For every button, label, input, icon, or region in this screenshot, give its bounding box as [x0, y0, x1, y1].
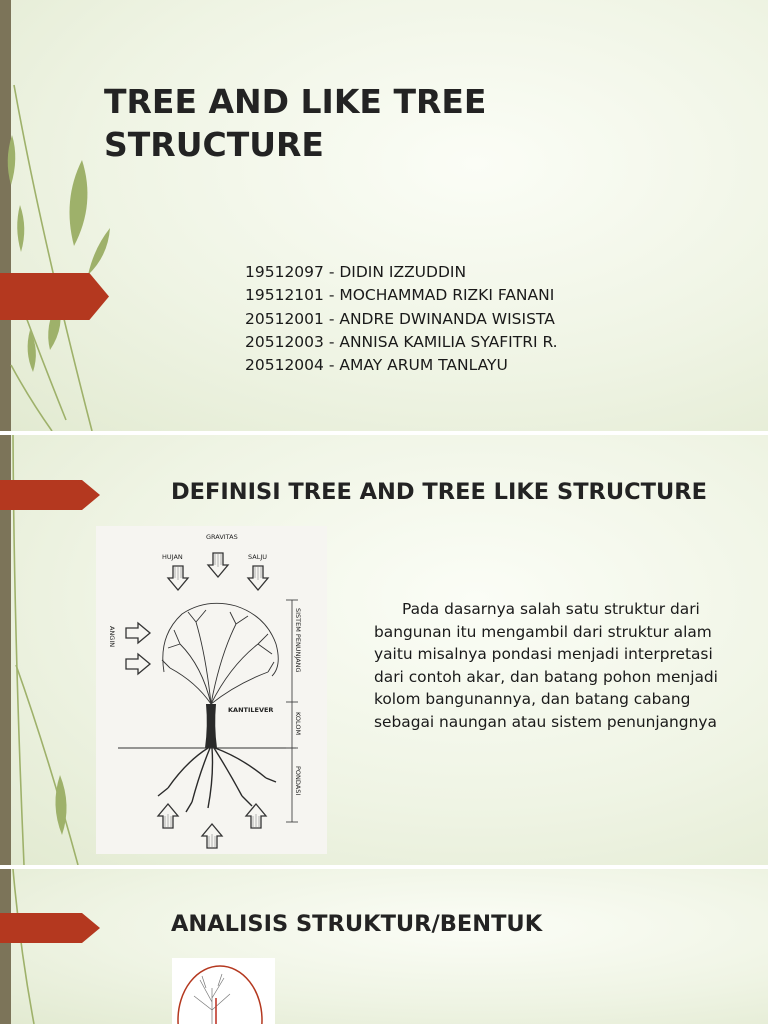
slide-heading: ANALISIS STRUKTUR/BENTUK	[171, 911, 543, 937]
heading-accent-arrow	[0, 480, 100, 510]
leaf-stems-decoration	[0, 0, 140, 431]
title-accent-arrow	[0, 273, 109, 320]
member-item: 19512097 - DIDIN IZZUDDIN	[245, 263, 467, 281]
tree-roots	[158, 748, 276, 812]
cantilever-label: KANTILEVER	[228, 706, 274, 714]
tree-crown	[162, 603, 278, 704]
slide-title	[0, 0, 768, 431]
gravity-label: GRAVITAS	[206, 533, 238, 541]
leaf-stems-decoration	[0, 869, 100, 1024]
slide-analysis	[0, 869, 768, 1024]
sidebar-strip	[0, 869, 11, 1024]
rain-load-arrow	[168, 566, 188, 590]
slide-heading: DEFINISI TREE AND TREE LIKE STRUCTURE	[171, 479, 707, 505]
member-item: 20512004 - AMAY ARUM TANLAYU	[245, 356, 508, 375]
tree-structure-figure	[96, 526, 327, 854]
gravity-load-arrow	[208, 553, 228, 577]
member-item: 20512001 - ANDRE DWINANDA WISISTA	[245, 309, 555, 328]
slide-definition	[0, 435, 768, 865]
member-list	[245, 261, 558, 377]
wind-load-arrow	[126, 623, 150, 643]
member-item: 19512101 - MOCHAMMAD RIZKI FANANI	[245, 286, 555, 305]
presentation-title	[104, 80, 486, 166]
title-line-1: TREE AND LIKE TREE	[104, 82, 487, 121]
column-label: KOLOM	[294, 712, 302, 736]
foundation-label: PONDASI	[294, 766, 302, 796]
rain-label: HUJAN	[162, 553, 183, 561]
ground-reaction-arrows	[158, 804, 266, 848]
wind-label: ANGIN	[108, 626, 116, 648]
title-line-2: STRUCTURE	[104, 125, 324, 164]
snow-label: SALJU	[248, 553, 267, 561]
definition-paragraph	[374, 598, 734, 733]
wind-load-arrow	[126, 654, 150, 674]
tree-trunk	[205, 704, 217, 748]
member-item: 20512003 - ANNISA KAMILIA SYAFITRI R.	[245, 332, 558, 351]
sidebar-strip	[0, 0, 11, 431]
heading-accent-arrow	[0, 913, 100, 943]
paragraph-text: Pada dasarnya salah satu struktur dari bangunan itu mengambil dari struktur alam yaitu misalnya pondasi menjadi interpretasi dari contoh akar, dan batang pohon menjadi kolom bangunannya, dan batang cabang sebagai naungan atau sistem penunjangnya	[374, 600, 718, 731]
analysis-figure-thumbnail	[172, 958, 275, 1024]
support-system-label: SISTEM PENUNJANG	[294, 608, 302, 673]
snow-load-arrow	[248, 566, 268, 590]
